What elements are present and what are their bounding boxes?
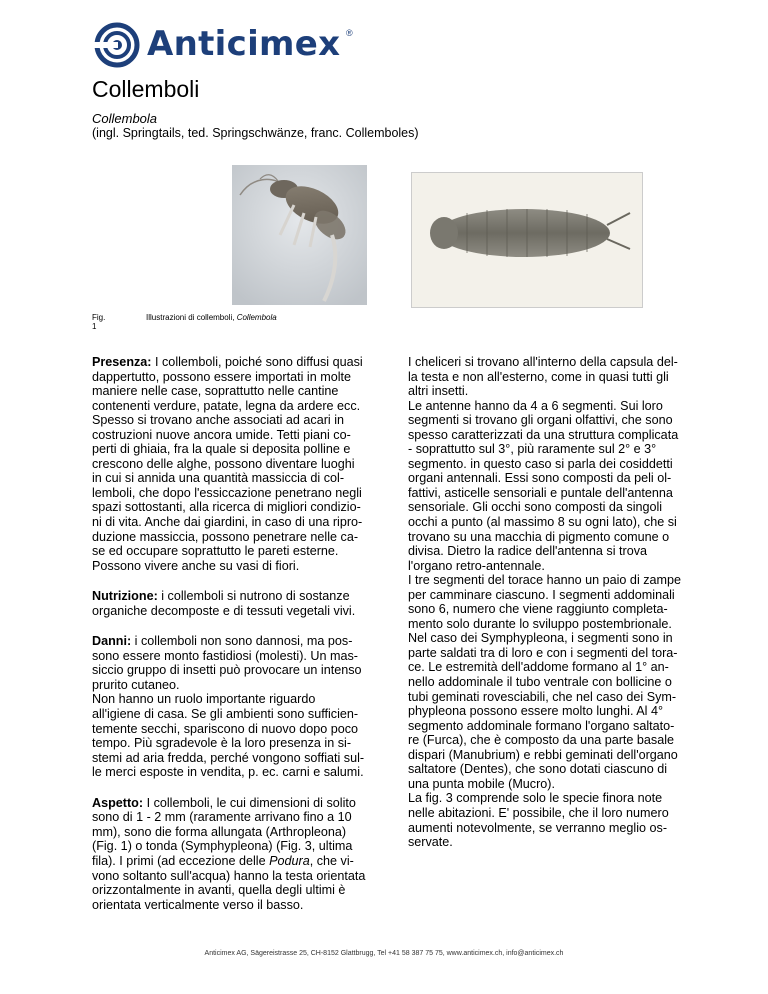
nutrizione-label: Nutrizione: [92,589,158,604]
brand-name: Anticimex [147,24,341,64]
paragraph-danni: Danni: i collemboli non sono dannosi, ma pos- sono essere monto fastidiosi (molesti). Un mas- siccio gruppo di insetti può provocare un intenso prurito cutaneo. Non hanno un ruolo importante riguardo all'igiene di casa. Se gli ambienti sono sufficien- temente secchi, spariscono di nuovo dopo poco tempo. Più sgradevole è la loro presenza in si- stemi ad aria fredda, perché vongono soffiati sul- le merci esposte in vendita, p. ec. carni e salumi. [92,634,365,780]
figure-caption-text: Illustrazioni di collemboli, Collembola [146,313,277,322]
presenza-label: Presenza: [92,355,152,369]
right-column [408,355,695,866]
anticimex-swirl-icon [92,22,142,68]
page-footer: Anticimex AG, Sägereistrasse 25, CH-8152 Glattbrugg, Tel +41 58 387 75 75, www.anticimex.ch, info@anticimex.ch [204,950,564,957]
latin-name: Collembola [92,111,158,126]
alternative-names: (ingl. Springtails, ted. Springschwänze, franc. Collemboles) [92,126,419,140]
paragraph-nutrizione: Nutrizione: i collemboli si nutrono di sostanze organiche decomposte e di tessuti vegetali vivi. [92,589,356,618]
springtail-photo-dorsal [411,172,643,308]
aspetto-label: Aspetto: [92,795,144,810]
paragraph-aspetto: Aspetto: I collemboli, le cui dimensioni di solito sono di 1 - 2 mm (raramente arrivano fino a 10 mm), sono die forma allungata (Arthropleona) (Fig. 1) o tonda (Symphypleona) (Fig. 3, ultima fila). I primi (ad eccezione delle Podura, che vi- vono soltanto sull'acqua) hanno la testa orientata orizzontalmente in avanti, quella degli ultimi è orientata verticalmente verso il basso. [92,795,366,912]
left-column [92,355,379,928]
page-title: Collemboli [92,76,200,102]
paragraph-presenza: Presenza: I collemboli, poiché sono diffusi quasi dappertutto, possono essere importati in molte maniere nelle case, soprattutto nelle cantine contenenti verdure, patate, legna da ardere ecc. Spesso si trovano anche associati ad acari in costruzioni nuove ancora umide. Tetti piani co- perti di ghiaia, fra la quale si deposita polline e crescono delle alghe, possono diventare luoghi in cui si annida una quantità massiccia di col- lemboli, che dopo l'essiccazione penetrano negli spazi sottostanti, alla ricerca di migliori condizio- ni di vita. Anche dai giardini, in caso di una ripro- duzione massiccia, possono penetrare nelle ca- se ed occupare soprattutto le pareti esterne. Possono vivere anche su vasi di fiori. [92,355,363,573]
danni-label: Danni: [92,634,132,649]
registered-mark: ® [346,28,353,38]
anticimex-logo [92,22,362,70]
figure-label: Fig. 1 [92,313,106,331]
paragraph-anatomy: I cheliceri si trovano all'interno della capsula del- la testa e non all'esterno, come in quasi tutti gli altri insetti. Le antenne hanno da 4 a 6 segmenti. Sui loro segmenti si trovano gli organi olfattivi, che sono spesso caratterizzati da una struttura complicata - soprattutto sul 3°, più raramente sul 2° e 3° segmento. in questo caso si parla dei cosiddetti organi antennali. Essi sono composti da peli ol- fattivi, asticelle sensoriali e puntale dell'antenna sensoriale. Gli occhi sono composti da singoli occhi a punto (al massimo 8 su ogni lato), che si trovano su una macchia di pigmento comune o divisa. Dietro la radice dell'antenna si trova l'organo retro-antennale. I tre segmenti del torace hanno un paio di zampe per camminare ciascuno. I segmenti addominali sono 6, numero che viene raggiunto completa- mento solo durante lo sviluppo postembrionale. Nel caso dei Symphypleona, i segmenti sono in parte saldati tra di loro e con i segmenti del tora- ce. Le estremità dell'addome formano al 1° an- nello addominale il tubo ventrale con bollicine o tubi geminati rovesciabili, che nel caso dei Sym- phypleona possono essere molto lunghi. Al 4° segmento addominale formano l'organo saltato- re (Furca), che è composto da una parte basale dispari (Manubrium) e rebbi geminati dell'organo saltatore (Dentes), che sono dotati ciascuno di una punta mobile (Mucro). La fig. 3 comprende solo le specie finora note nelle abitazioni. E' possibile, che il loro numero aumenti notevolmente, se verranno meglio os- servate. [408,355,682,850]
springtail-photo-elongated [232,165,367,305]
